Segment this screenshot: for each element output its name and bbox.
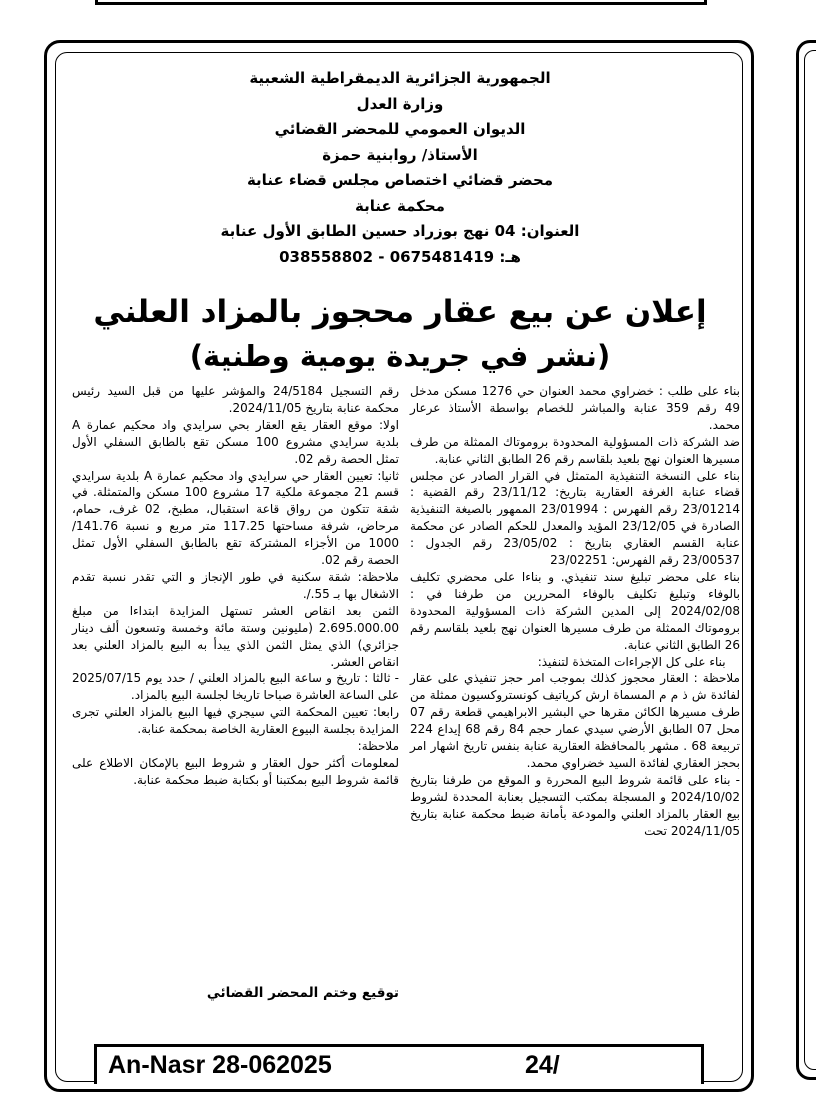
header-court: محكمة عنابة bbox=[355, 196, 445, 215]
page-number: 24/ bbox=[525, 1051, 560, 1079]
right-text-column bbox=[410, 383, 740, 839]
paragraph: بناء على محضر تبليغ سند تنفيذي. و بناءا على محضري تكليف بالوفاء وتبليغ تكليف بالوفاء المحررين من طرفنا في : 2024/02/08 إلى المدين الشركة ذات المسؤولية المحدودة بروموتاك الممثلة من طرف مسيرها العنوان نهج بلعيد بلقاسم رقم 26 الطابق الثاني عنابة. bbox=[410, 569, 740, 652]
phone-label: هـ: bbox=[499, 247, 521, 266]
paragraph: ثانيا: تعيين العقار حي سرايدي واد محكيم عمارة A بلدية سرايدي قسم 21 مجموعة ملكية 17 مشروع 100 مسكن والمتمثلة. في شقة تتكون من رواق قاعة استقبال، مطبخ، 02 غرف، حمام، مرحاض، شرفة مساحتها 117.25 متر مربع و نسبة 141.76/ 1000 من الأجزاء المشتركة تقع بالطابق السفلي الأول تمثل الحصة رقم 02. bbox=[72, 468, 400, 568]
paragraph: لمعلومات أكثر حول العقار و شروط البيع بالإمكان الاطلاع على قائمة شروط البيع بمكتبنا أو بكتابة ضبط محكمة عنابة. bbox=[72, 755, 399, 787]
notice-title: إعلان عن بيع عقار محجوز بالمزاد العلني bbox=[93, 294, 707, 330]
paragraph: رقم التسجيل 24/5184 والمؤشر عليها من قبل السيد رئيس محكمة عنابة بتاريخ 2024/11/05. bbox=[72, 384, 399, 415]
header-office: الديوان العمومي للمحضر القضائي bbox=[274, 120, 526, 138]
phone-numbers: 038558802 - 0675481419 bbox=[279, 247, 495, 266]
paragraph: اولا: موقع العقار يقع العقار بحي سرايدي واد محكيم عمارة A بلدية سرايدي مشروع 100 مسكن تقع بالطابق السفلي الأول تمثل الحصة رقم 02. bbox=[72, 417, 399, 466]
paragraph: ملاحظة : العقار محجوز كذلك بموجب امر حجز تنفيذي على عقار لفائدة ش ذ م م المسماة ارش كرياتيف كونستروكسيون ممثلة من طرف مسيرها الكائن مقرها حي البشير الابراهيمي قطعة رقم 07 محل 07 الطابق الأرضي سيدي عمار حجم 84 رقم 68 إيداع 224 تربيعة 68 . مشهر بالمحافظة العقارية عنابة بنفس تاريخ اشهار امر بحجز العقاري لفائدة السيد خضراوي محمد. bbox=[410, 671, 740, 770]
header-republic: الجمهورية الجزائرية الديمقراطية الشعبية bbox=[249, 69, 551, 87]
publication-label: An-Nasr 28-062025 bbox=[108, 1051, 332, 1079]
paragraph: بناء على كل الإجراءات المتخذة لتنفيذ: bbox=[537, 654, 726, 669]
left-text-column bbox=[72, 383, 399, 789]
signature-line: توقيع وختم المحضر القضائي bbox=[206, 985, 399, 1001]
paragraph: بناء على النسخة التنفيذية المتمثل في القرار الصادر عن مجلس قضاء عنابة الغرفة العقارية بتاريخ: 23/11/12 رقم القضية : 23/01214 رقم الفهرس : 23/01994 الممهور بالصيغة التنفيذية الصادرة في 23/12/05 المؤيد والمعدل للحكم الصادر عن محكمة عنابة القسم العقاري بتاريخ : 23/05/02 رقم الجدول : 23/00537 رقم الفهرس: 23/02251 bbox=[410, 468, 740, 568]
paragraph: ضد الشركة ذات المسؤولية المحدودة بروموتاك الممثلة من طرف مسيرها العنوان نهج بلعيد بلقاسم رقم 26 الطابق الثاني عنابة. bbox=[410, 434, 740, 466]
header-ministry: وزارة العدل bbox=[356, 94, 444, 113]
header-jurisdiction: محضر قضائي اختصاص مجلس قضاء عنابة bbox=[246, 171, 554, 189]
notice-subtitle: (نشر في جريدة يومية وطنية) bbox=[189, 339, 611, 373]
notice-header bbox=[60, 66, 740, 270]
paragraph: بناء على طلب : خضراوي محمد العنوان حي 1276 مسكن مدخل 49 رقم 359 عنابة والمباشر للخصام بواسطة الأستاذ عرعار محمد. bbox=[410, 384, 740, 432]
top-box-border bbox=[95, 0, 707, 5]
paragraph: رابعا: تعيين المحكمة التي سيجري فيها البيع بالمزاد العلني تجرى المزايدة بجلسة البيوع العقارية الخاصة بمحكمة عنابة. bbox=[72, 705, 399, 737]
paragraph: - ثالثا : تاريخ و ساعة البيع بالمزاد العلني / حدد يوم 2025/07/15 على الساعة العاشرة صباحا تاريخا لجلسة البيع بالمزاد. bbox=[72, 671, 399, 703]
header-bailiff-name: الأستاذ/ روابنية حمزة bbox=[322, 145, 478, 164]
header-phone-line bbox=[60, 245, 740, 271]
paragraph: ملاحظة: شقة سكنية في طور الإنجاز و التي تقدر نسبة تقدم الاشغال بها بـ 55./. bbox=[72, 569, 399, 601]
adjacent-page-frame-inner bbox=[804, 50, 816, 1070]
paragraph: الثمن بعد انقاص العشر تستهل المزايدة ابتداءا من مبلغ 2.695.000.00 (مليونين وستة مائة وخمسة وتسعون ألف دينار جزائري) الذي يمثل الثمن الذي يبدأ به البيع بالمزاد العلني بعد انقاص العشر. bbox=[72, 603, 399, 669]
header-address: العنوان: 04 نهج بوزراد حسين الطابق الأول عنابة bbox=[220, 222, 580, 240]
paragraph: - بناء على قائمة شروط البيع المحررة و الموقع من طرفنا بتاريخ 2024/10/02 و المسجلة بمكتب التسجيل بعنابة المحددة لشروط بيع العقار بالمزاد العلني والمودعة بأمانة ضبط محكمة عنابة بتاريخ 2024/11/05 تحت bbox=[410, 772, 740, 838]
paragraph: ملاحظة: bbox=[357, 739, 399, 754]
